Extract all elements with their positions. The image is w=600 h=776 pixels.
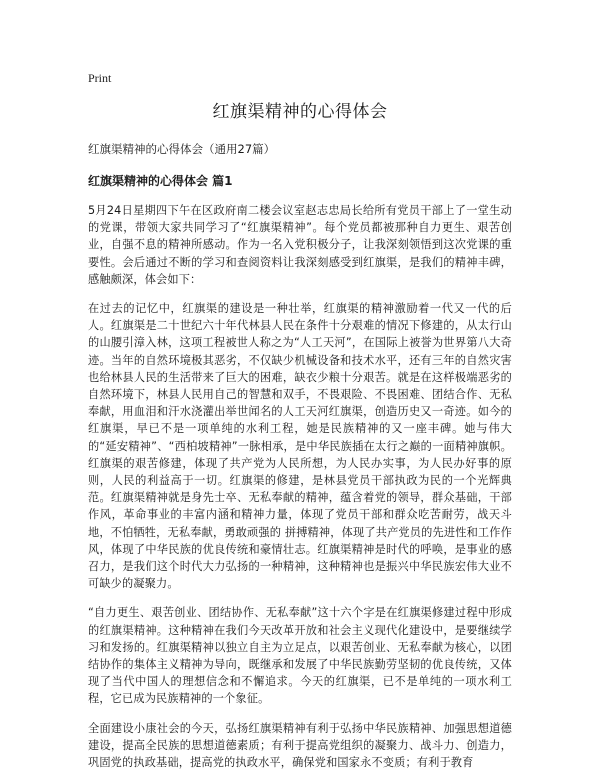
section-heading: 红旗渠精神的心得体会 篇1 — [88, 174, 233, 188]
document-subtitle: 红旗渠精神的心得体会（通用27篇） — [88, 142, 276, 156]
print-link[interactable]: Print — [88, 71, 112, 85]
paragraph-3: “自力更生、艰苦创业、团结协作、无私奉献”这十六个字是在红旗渠修建过程中形成的红旗渠精神。这种精神在我们今天改革开放和社会主义现代化建设中，是要继续学习和发扬的。红旗渠精神以独立自主为立足点，以艰苦创业、无私奉献为核心，以团结协作的集体主义精神为导向，既继承和发展了中华民族勤劳坚韧的优良传统，又体现了当代中国人的理想信念和不懈追求。今天的红旗渠，已不是单纯的一项水利工程，它已成为民族精神的一个象征。 — [88, 606, 512, 706]
paragraph-2: 在过去的记忆中，红旗渠的建设是一种壮举，红旗渠的精神激励着一代又一代的后人。红旗渠是二十世纪六十年代林县人民在条件十分艰难的情况下修建的，从太行山的山腰引漳入林，这项工程被世人称之为“人工天河”，在国际上被誉为世界第八大奇迹。当年的自然环境极其恶劣，不仅缺少机械设备和技术水平，还有三年的自然灾害也给林县人民的生活带来了巨大的困难，缺衣少粮十分艰苦。就是在这样极端恶劣的自然环境下，林县人民用自己的智慧和双手，不畏艰险、不畏困难、团结合作、无私奉献，用血泪和汗水浇灌出举世闻名的人工天河红旗渠，创造历史又一奇迹。如今的红旗渠，早已不是一项单纯的水利工程，她是民族精神的又一座丰碑。她与伟大的“延安精神”、“西柏坡精神”一脉相承，是中华民族插在太行之巅的一面精神旗帜。红旗渠的艰苦修建，体现了共产党为人民所想，为人民办实事，为人民办好事的原则，人民的利益高于一切。红旗渠的修建，是林县党员干部执政为民的一个光辉典范。红旗渠精神就是身先士卒、无私奉献的精神，蕴含着党的领导，群众基础，干部作风，革命事业的丰富内涵和精神力量，体现了党员干部和群众吃苦耐劳，战天斗地，不怕牺牲，无私奉献，勇敢顽强的 拼搏精神，体现了共产党员的先进性和工作作风，体现了中华民族的优良传统和豪情壮志。红旗渠精神是时代的呼唤，是事业的感召力，是我们这个时代大力弘扬的一种精神，这种精神也是振兴中华民族宏伟大业不可缺少的凝聚力。 — [88, 302, 512, 591]
paragraph-4: 全面建设小康社会的今天，弘扬红旗渠精神有利于弘扬中华民族精神、加强思想道德建设，提高全民族的思想道德素质；有利于提高党组织的凝聚力、战斗力、创造力，巩固党的执政基础，提高党的执政水平，确保党和国家永不变质；有利于教育 — [88, 721, 512, 770]
document-title: 红旗渠精神的心得体会 — [212, 102, 388, 122]
paragraph-1: 5月24日星期四下午在区政府南二楼会议室赵志忠局长给所有党员干部上了一堂生动的党课，带领大家共同学习了“红旗渠精神”。每个党员都被那种自力更生、艰苦创业，自强不息的精神所感动。作为一名入党积极分子，让我深刻领悟到这次党课的重要性。会后通过不断的学习和查阅资料让我深刻感受到红旗渠，是我们的精神丰碑，感触颇深，体会如下： — [88, 204, 512, 286]
